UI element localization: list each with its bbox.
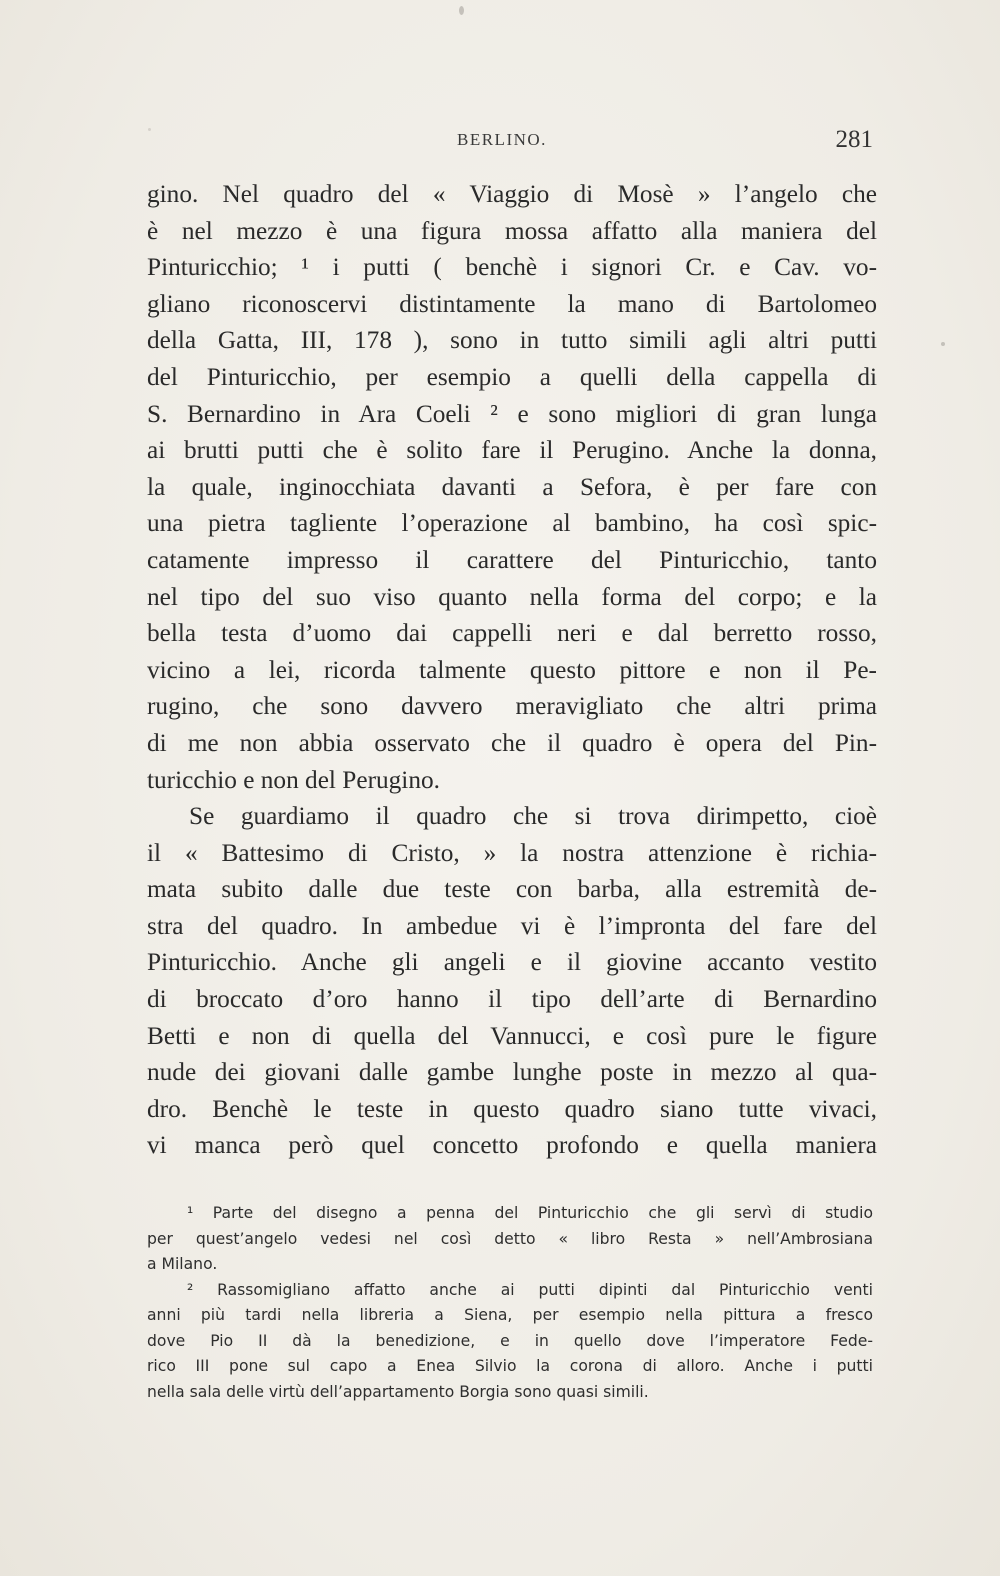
text-line: mata subito dalle due teste con barba, alla estremità de-: [147, 875, 877, 904]
footnote-line: dove Pio II dà la benedizione, e in quello dove l’imperatore Fede-: [147, 1331, 873, 1350]
text-line: la quale, inginocchiata davanti a Sefora, è per fare con: [147, 472, 877, 501]
footnote-line: a Milano.: [147, 1255, 218, 1273]
text-line: di broccato d’oro hanno il tipo dell’arte di Bernardino: [147, 985, 877, 1014]
text-line: Betti e non di quella del Vannucci, e così pure le figure: [147, 1021, 877, 1050]
text-line: gliano riconoscervi distintamente la mano di Bartolomeo: [147, 289, 877, 318]
text-line: turicchio e non del Perugino.: [147, 765, 440, 794]
footnote-line: per quest’angelo vedesi nel così detto « libro Resta » nell’Ambrosiana: [147, 1229, 873, 1248]
text-line: del Pinturicchio, per esempio a quelli della cappella di: [147, 362, 877, 391]
paper-speck: [459, 6, 464, 15]
page-header: [147, 126, 877, 156]
text-line: bella testa d’uomo dai cappelli neri e dal berretto rosso,: [147, 619, 877, 648]
running-head: BERLINO.: [457, 130, 547, 149]
text-line: vi manca però quel concetto profondo e quella maniera: [147, 1131, 877, 1160]
text-line: vicino a lei, ricorda talmente questo pittore e non il Pe-: [147, 655, 877, 684]
text-line: una pietra tagliente l’operazione al bambino, ha così spic-: [147, 509, 877, 538]
text-line: Pinturicchio. Anche gli angeli e il giovine accanto vestito: [147, 948, 877, 977]
text-line: Se guardiamo il quadro che si trova dirimpetto, cioè: [189, 802, 877, 831]
text-line: Pinturicchio; ¹ i putti ( benchè i signori Cr. e Cav. vo-: [147, 253, 877, 282]
paper-speck: [941, 342, 945, 346]
footnote-line: rico III pone sul capo a Enea Silvio la corona di alloro. Anche i putti: [147, 1357, 873, 1375]
text-line: nel tipo del suo viso quanto nella forma del corpo; e la: [147, 582, 877, 611]
text-line: della Gatta, III, 178 ), sono in tutto simili agli altri putti: [147, 326, 877, 355]
footnote-line: ¹ Parte del disegno a penna del Pinturicchio che gli servì di studio: [187, 1204, 873, 1222]
text-line: rugino, che sono davvero meravigliato che altri prima: [147, 692, 877, 721]
text-line: il « Battesimo di Cristo, » la nostra attenzione è richia-: [147, 838, 877, 867]
main-text: [147, 176, 877, 1164]
page-number: 281: [835, 126, 873, 153]
text-line: catamente impresso il carattere del Pinturicchio, tanto: [147, 545, 877, 574]
footnote-line: nella sala delle virtù dell’appartamento Borgia sono quasi simili.: [147, 1382, 649, 1401]
text-line: gino. Nel quadro del « Viaggio di Mosè » l’angelo che: [147, 180, 877, 208]
text-line: è nel mezzo è una figura mossa affatto alla maniera del: [147, 216, 877, 245]
text-line: di me non abbia osservato che il quadro è opera del Pin-: [147, 728, 877, 757]
text-line: ai brutti putti che è solito fare il Perugino. Anche la donna,: [147, 436, 877, 465]
footnote-line: anni più tardi nella libreria a Siena, per esempio nella pittura a fresco: [147, 1306, 873, 1324]
text-line: S. Bernardino in Ara Coeli ² e sono migliori di gran lunga: [147, 399, 877, 428]
text-line: stra del quadro. In ambedue vi è l’impronta del fare del: [147, 911, 877, 940]
text-line: nude dei giovani dalle gambe lunghe poste in mezzo al qua-: [147, 1058, 877, 1087]
text-line: dro. Benchè le teste in questo quadro siano tutte vivaci,: [147, 1094, 877, 1123]
footnotes: [147, 1201, 873, 1405]
footnote-line: ² Rassomigliano affatto anche ai putti dipinti dal Pinturicchio venti: [187, 1280, 873, 1299]
